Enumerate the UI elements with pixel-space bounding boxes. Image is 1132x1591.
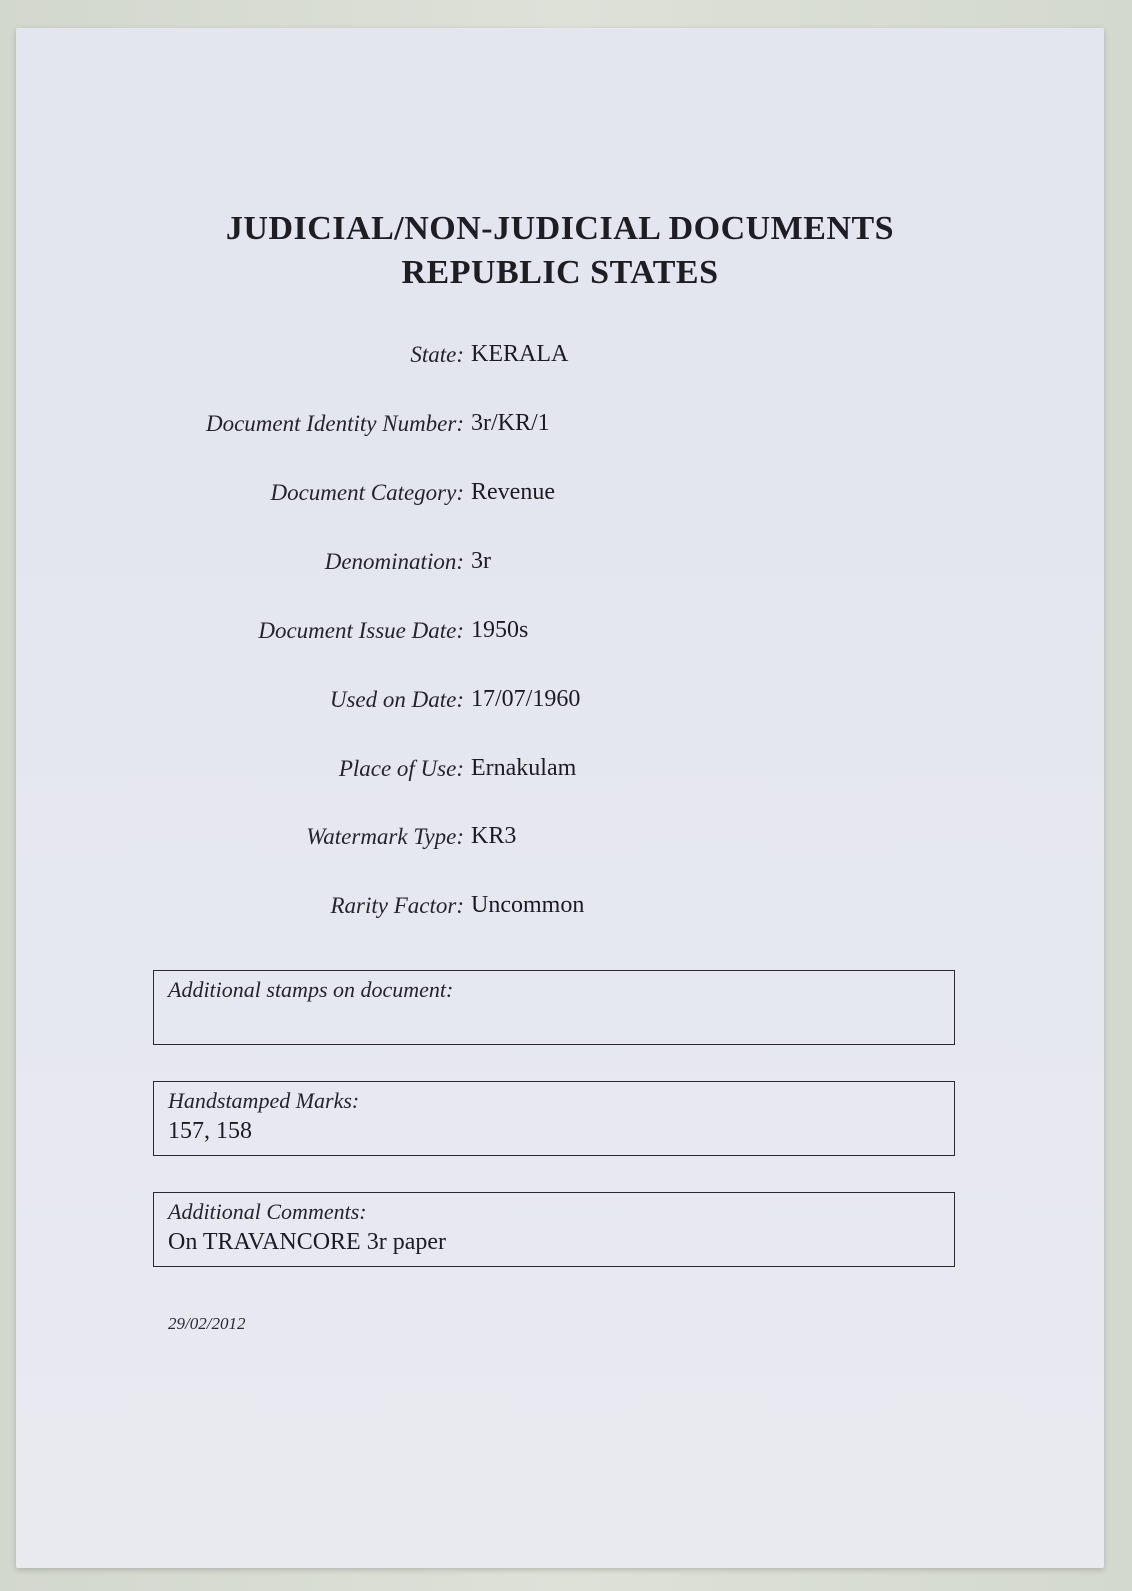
document-title: JUDICIAL/NON-JUDICIAL DOCUMENTS: [225, 210, 895, 247]
field-value: KR3: [471, 823, 517, 849]
field-value: Ernakulam: [471, 755, 577, 781]
field-used-on-date: [16, 685, 1104, 715]
box-value: 157, 158: [168, 1118, 252, 1144]
field-document-identity-number: [16, 409, 1104, 439]
field-value: 17/07/1960: [471, 686, 581, 712]
field-label: Used on Date:: [329, 687, 464, 712]
field-label: State:: [410, 342, 464, 367]
box-label: Additional stamps on document:: [168, 977, 454, 1002]
field-document-issue-date: [16, 616, 1104, 646]
footer-date: 29/02/2012: [168, 1314, 246, 1333]
additional-comments-box: [153, 1192, 955, 1267]
handstamped-marks-box: [153, 1081, 955, 1156]
field-label: Watermark Type:: [306, 824, 464, 849]
field-rarity-factor: [16, 891, 1104, 921]
document-subtitle: REPUBLIC STATES: [401, 254, 719, 291]
field-value: Revenue: [471, 479, 555, 505]
field-value: Uncommon: [471, 892, 585, 918]
field-state: [16, 340, 1104, 370]
field-value: 1950s: [471, 617, 529, 643]
field-value: KERALA: [471, 341, 569, 367]
field-value: 3r/KR/1: [471, 410, 550, 436]
field-label: Document Identity Number:: [205, 411, 464, 436]
field-document-category: [16, 478, 1104, 508]
document-sheet: [16, 28, 1104, 1568]
field-denomination: [16, 547, 1104, 577]
field-value: 3r: [471, 548, 491, 574]
field-label: Document Issue Date:: [258, 618, 464, 643]
field-label: Rarity Factor:: [330, 893, 464, 918]
box-label: Additional Comments:: [168, 1199, 367, 1224]
box-value: On TRAVANCORE 3r paper: [168, 1229, 447, 1255]
field-watermark-type: [16, 822, 1104, 852]
field-label: Place of Use:: [338, 756, 464, 781]
field-label: Document Category:: [270, 480, 464, 505]
field-label: Denomination:: [324, 549, 464, 574]
field-place-of-use: [16, 754, 1104, 784]
additional-stamps-box: [153, 970, 955, 1045]
box-label: Handstamped Marks:: [168, 1088, 360, 1113]
